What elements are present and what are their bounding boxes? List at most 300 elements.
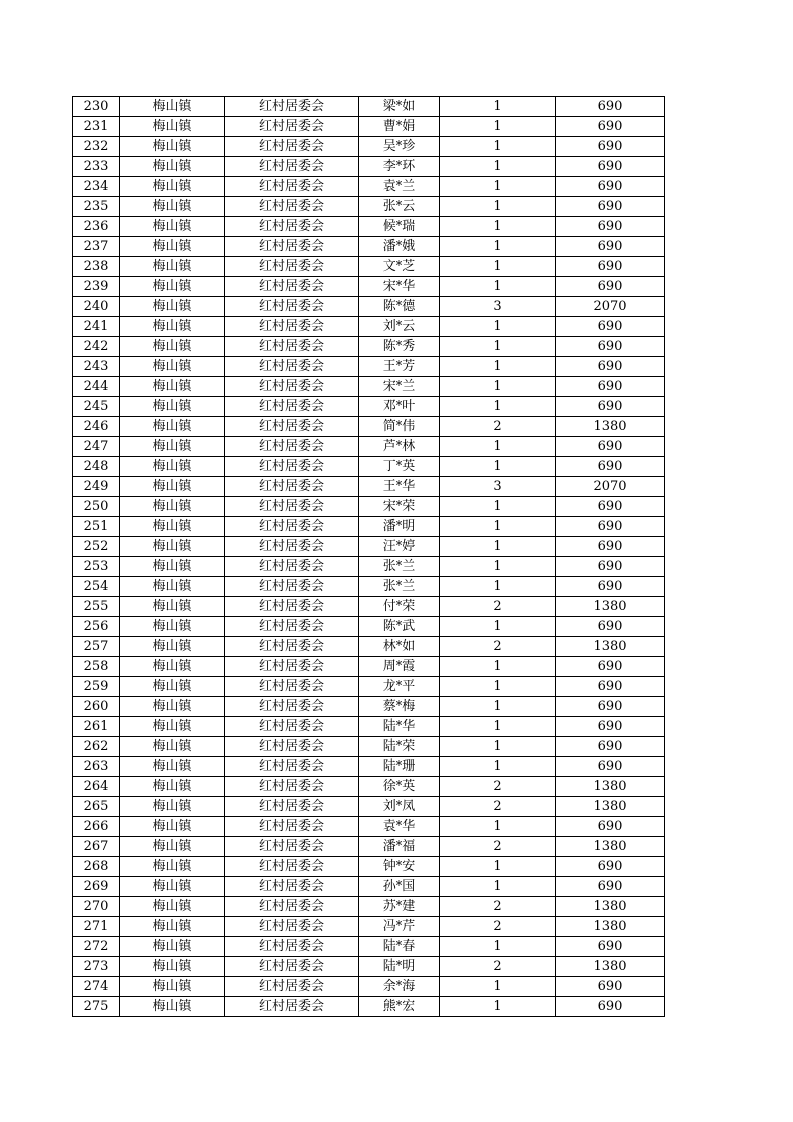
row-number-cell: 236 [73,217,120,237]
town-cell: 梅山镇 [120,177,225,197]
name-cell: 宋*荣 [359,497,440,517]
town-cell: 梅山镇 [120,797,225,817]
name-cell: 潘*明 [359,517,440,537]
community-cell: 红村居委会 [225,337,359,357]
community-cell: 红村居委会 [225,457,359,477]
amount-cell: 1380 [556,797,665,817]
community-cell: 红村居委会 [225,477,359,497]
table-row [73,837,665,857]
community-cell: 红村居委会 [225,797,359,817]
town-cell: 梅山镇 [120,417,225,437]
name-cell: 宋*兰 [359,377,440,397]
count-cell: 2 [440,917,556,937]
community-cell: 红村居委会 [225,177,359,197]
count-cell: 2 [440,957,556,977]
amount-cell: 690 [556,157,665,177]
row-number-cell: 246 [73,417,120,437]
town-cell: 梅山镇 [120,897,225,917]
table-row [73,917,665,937]
row-number-cell: 230 [73,97,120,117]
name-cell: 文*芝 [359,257,440,277]
community-cell: 红村居委会 [225,417,359,437]
count-cell: 1 [440,157,556,177]
community-cell: 红村居委会 [225,597,359,617]
count-cell: 1 [440,517,556,537]
town-cell: 梅山镇 [120,657,225,677]
town-cell: 梅山镇 [120,697,225,717]
name-cell: 刘*凤 [359,797,440,817]
town-cell: 梅山镇 [120,817,225,837]
table-row [73,757,665,777]
town-cell: 梅山镇 [120,297,225,317]
name-cell: 汪*婷 [359,537,440,557]
amount-cell: 690 [556,537,665,557]
name-cell: 潘*福 [359,837,440,857]
community-cell: 红村居委会 [225,217,359,237]
town-cell: 梅山镇 [120,757,225,777]
name-cell: 钟*安 [359,857,440,877]
count-cell: 1 [440,357,556,377]
town-cell: 梅山镇 [120,777,225,797]
count-cell: 2 [440,417,556,437]
town-cell: 梅山镇 [120,537,225,557]
table-row [73,317,665,337]
name-cell: 丁*英 [359,457,440,477]
community-cell: 红村居委会 [225,937,359,957]
count-cell: 1 [440,257,556,277]
town-cell: 梅山镇 [120,117,225,137]
amount-cell: 690 [556,137,665,157]
count-cell: 1 [440,757,556,777]
amount-cell: 690 [556,737,665,757]
table-row [73,697,665,717]
table-row [73,597,665,617]
row-number-cell: 268 [73,857,120,877]
name-cell: 孙*国 [359,877,440,897]
table-row [73,297,665,317]
name-cell: 林*如 [359,637,440,657]
table-row [73,497,665,517]
amount-cell: 690 [556,357,665,377]
town-cell: 梅山镇 [120,917,225,937]
count-cell: 2 [440,837,556,857]
amount-cell: 690 [556,117,665,137]
town-cell: 梅山镇 [120,957,225,977]
table-row [73,97,665,117]
row-number-cell: 265 [73,797,120,817]
town-cell: 梅山镇 [120,277,225,297]
community-cell: 红村居委会 [225,777,359,797]
name-cell: 潘*娥 [359,237,440,257]
town-cell: 梅山镇 [120,997,225,1017]
count-cell: 1 [440,717,556,737]
town-cell: 梅山镇 [120,737,225,757]
row-number-cell: 235 [73,197,120,217]
row-number-cell: 252 [73,537,120,557]
name-cell: 陆*春 [359,937,440,957]
community-cell: 红村居委会 [225,677,359,697]
row-number-cell: 273 [73,957,120,977]
count-cell: 1 [440,237,556,257]
row-number-cell: 263 [73,757,120,777]
table-row [73,717,665,737]
name-cell: 李*环 [359,157,440,177]
amount-cell: 690 [556,677,665,697]
count-cell: 1 [440,277,556,297]
amount-cell: 690 [556,257,665,277]
row-number-cell: 260 [73,697,120,717]
amount-cell: 690 [556,377,665,397]
amount-cell: 690 [556,177,665,197]
community-cell: 红村居委会 [225,717,359,737]
row-number-cell: 258 [73,657,120,677]
community-cell: 红村居委会 [225,437,359,457]
community-cell: 红村居委会 [225,97,359,117]
amount-cell: 1380 [556,897,665,917]
community-cell: 红村居委会 [225,737,359,757]
row-number-cell: 231 [73,117,120,137]
name-cell: 曹*娟 [359,117,440,137]
town-cell: 梅山镇 [120,877,225,897]
amount-cell: 1380 [556,837,665,857]
row-number-cell: 270 [73,897,120,917]
count-cell: 2 [440,637,556,657]
table-row [73,257,665,277]
name-cell: 张*云 [359,197,440,217]
name-cell: 陆*荣 [359,737,440,757]
row-number-cell: 256 [73,617,120,637]
community-cell: 红村居委会 [225,877,359,897]
name-cell: 邓*叶 [359,397,440,417]
town-cell: 梅山镇 [120,857,225,877]
count-cell: 1 [440,497,556,517]
name-cell: 候*瑞 [359,217,440,237]
town-cell: 梅山镇 [120,197,225,217]
amount-cell: 1380 [556,597,665,617]
count-cell: 1 [440,97,556,117]
table-row [73,897,665,917]
town-cell: 梅山镇 [120,977,225,997]
table-row [73,557,665,577]
row-number-cell: 267 [73,837,120,857]
town-cell: 梅山镇 [120,477,225,497]
amount-cell: 690 [556,997,665,1017]
name-cell: 陆*明 [359,957,440,977]
name-cell: 余*海 [359,977,440,997]
name-cell: 王*华 [359,477,440,497]
town-cell: 梅山镇 [120,597,225,617]
row-number-cell: 237 [73,237,120,257]
table-row [73,477,665,497]
row-number-cell: 250 [73,497,120,517]
community-cell: 红村居委会 [225,817,359,837]
community-cell: 红村居委会 [225,657,359,677]
community-cell: 红村居委会 [225,637,359,657]
town-cell: 梅山镇 [120,457,225,477]
table-row [73,457,665,477]
row-number-cell: 253 [73,557,120,577]
amount-cell: 690 [556,617,665,637]
table-row [73,577,665,597]
row-number-cell: 251 [73,517,120,537]
name-cell: 吴*珍 [359,137,440,157]
town-cell: 梅山镇 [120,237,225,257]
community-cell: 红村居委会 [225,957,359,977]
table-row [73,397,665,417]
name-cell: 周*霞 [359,657,440,677]
row-number-cell: 259 [73,677,120,697]
amount-cell: 690 [556,277,665,297]
name-cell: 芦*林 [359,437,440,457]
community-cell: 红村居委会 [225,837,359,857]
name-cell: 袁*兰 [359,177,440,197]
table-row [73,817,665,837]
town-cell: 梅山镇 [120,97,225,117]
town-cell: 梅山镇 [120,517,225,537]
table-row [73,237,665,257]
table-row [73,857,665,877]
row-number-cell: 234 [73,177,120,197]
row-number-cell: 261 [73,717,120,737]
row-number-cell: 247 [73,437,120,457]
table-row [73,217,665,237]
community-cell: 红村居委会 [225,917,359,937]
amount-cell: 690 [556,237,665,257]
amount-cell: 690 [556,757,665,777]
name-cell: 陈*武 [359,617,440,637]
amount-cell: 690 [556,437,665,457]
table-row [73,657,665,677]
town-cell: 梅山镇 [120,437,225,457]
table-row [73,737,665,757]
amount-cell: 690 [556,937,665,957]
community-cell: 红村居委会 [225,497,359,517]
community-cell: 红村居委会 [225,757,359,777]
table-row [73,197,665,217]
community-cell: 红村居委会 [225,317,359,337]
row-number-cell: 240 [73,297,120,317]
row-number-cell: 274 [73,977,120,997]
town-cell: 梅山镇 [120,397,225,417]
amount-cell: 1380 [556,637,665,657]
count-cell: 1 [440,997,556,1017]
town-cell: 梅山镇 [120,497,225,517]
table-row [73,957,665,977]
community-cell: 红村居委会 [225,977,359,997]
amount-cell: 1380 [556,917,665,937]
count-cell: 1 [440,737,556,757]
table-row [73,437,665,457]
row-number-cell: 241 [73,317,120,337]
community-cell: 红村居委会 [225,517,359,537]
amount-cell: 690 [556,497,665,517]
amount-cell: 690 [556,97,665,117]
amount-cell: 690 [556,317,665,337]
row-number-cell: 249 [73,477,120,497]
amount-cell: 690 [556,697,665,717]
name-cell: 张*兰 [359,577,440,597]
amount-cell: 1380 [556,417,665,437]
name-cell: 冯*芹 [359,917,440,937]
count-cell: 1 [440,697,556,717]
amount-cell: 2070 [556,477,665,497]
community-cell: 红村居委会 [225,617,359,637]
row-number-cell: 257 [73,637,120,657]
table-row [73,997,665,1017]
name-cell: 刘*云 [359,317,440,337]
row-number-cell: 239 [73,277,120,297]
count-cell: 2 [440,777,556,797]
amount-cell: 690 [556,397,665,417]
table-row [73,797,665,817]
community-cell: 红村居委会 [225,237,359,257]
community-cell: 红村居委会 [225,697,359,717]
community-cell: 红村居委会 [225,137,359,157]
count-cell: 1 [440,437,556,457]
town-cell: 梅山镇 [120,137,225,157]
amount-cell: 690 [556,517,665,537]
row-number-cell: 269 [73,877,120,897]
community-cell: 红村居委会 [225,297,359,317]
community-cell: 红村居委会 [225,157,359,177]
amount-cell: 1380 [556,957,665,977]
name-cell: 徐*英 [359,777,440,797]
table-row [73,337,665,357]
community-cell: 红村居委会 [225,897,359,917]
town-cell: 梅山镇 [120,637,225,657]
town-cell: 梅山镇 [120,217,225,237]
community-cell: 红村居委会 [225,357,359,377]
town-cell: 梅山镇 [120,337,225,357]
amount-cell: 690 [556,217,665,237]
table-row [73,677,665,697]
town-cell: 梅山镇 [120,677,225,697]
count-cell: 2 [440,797,556,817]
table-body [73,97,665,1017]
amount-cell: 690 [556,817,665,837]
count-cell: 1 [440,397,556,417]
count-cell: 1 [440,817,556,837]
row-number-cell: 242 [73,337,120,357]
count-cell: 1 [440,677,556,697]
amount-cell: 690 [556,977,665,997]
row-number-cell: 248 [73,457,120,477]
table-row [73,637,665,657]
town-cell: 梅山镇 [120,937,225,957]
row-number-cell: 233 [73,157,120,177]
town-cell: 梅山镇 [120,317,225,337]
town-cell: 梅山镇 [120,377,225,397]
amount-cell: 690 [556,877,665,897]
community-cell: 红村居委会 [225,557,359,577]
name-cell: 付*荣 [359,597,440,617]
count-cell: 3 [440,477,556,497]
community-cell: 红村居委会 [225,377,359,397]
count-cell: 1 [440,617,556,637]
name-cell: 陆*华 [359,717,440,737]
town-cell: 梅山镇 [120,157,225,177]
row-number-cell: 244 [73,377,120,397]
town-cell: 梅山镇 [120,357,225,377]
count-cell: 1 [440,977,556,997]
name-cell: 陈*秀 [359,337,440,357]
row-number-cell: 232 [73,137,120,157]
count-cell: 1 [440,197,556,217]
community-cell: 红村居委会 [225,197,359,217]
count-cell: 1 [440,317,556,337]
town-cell: 梅山镇 [120,577,225,597]
amount-cell: 1380 [556,777,665,797]
table-row [73,357,665,377]
count-cell: 3 [440,297,556,317]
community-cell: 红村居委会 [225,577,359,597]
name-cell: 熊*宏 [359,997,440,1017]
amount-cell: 690 [556,457,665,477]
town-cell: 梅山镇 [120,837,225,857]
row-number-cell: 272 [73,937,120,957]
amount-cell: 2070 [556,297,665,317]
community-cell: 红村居委会 [225,277,359,297]
count-cell: 2 [440,897,556,917]
name-cell: 陈*德 [359,297,440,317]
name-cell: 简*伟 [359,417,440,437]
name-cell: 苏*建 [359,897,440,917]
table-row [73,537,665,557]
count-cell: 2 [440,597,556,617]
table-row [73,617,665,637]
amount-cell: 690 [556,337,665,357]
row-number-cell: 275 [73,997,120,1017]
row-number-cell: 271 [73,917,120,937]
row-number-cell: 266 [73,817,120,837]
data-table [72,96,665,1017]
community-cell: 红村居委会 [225,117,359,137]
count-cell: 1 [440,857,556,877]
town-cell: 梅山镇 [120,557,225,577]
table-row [73,117,665,137]
row-number-cell: 245 [73,397,120,417]
table-row [73,977,665,997]
table-row [73,777,665,797]
count-cell: 1 [440,177,556,197]
town-cell: 梅山镇 [120,617,225,637]
table-row [73,377,665,397]
amount-cell: 690 [556,657,665,677]
table-row [73,157,665,177]
row-number-cell: 264 [73,777,120,797]
table-row [73,937,665,957]
name-cell: 陆*珊 [359,757,440,777]
table-row [73,177,665,197]
town-cell: 梅山镇 [120,257,225,277]
table-row [73,517,665,537]
name-cell: 袁*华 [359,817,440,837]
name-cell: 蔡*梅 [359,697,440,717]
name-cell: 张*兰 [359,557,440,577]
amount-cell: 690 [556,577,665,597]
name-cell: 宋*华 [359,277,440,297]
name-cell: 龙*平 [359,677,440,697]
count-cell: 1 [440,117,556,137]
amount-cell: 690 [556,197,665,217]
community-cell: 红村居委会 [225,857,359,877]
table-row [73,417,665,437]
count-cell: 1 [440,137,556,157]
count-cell: 1 [440,377,556,397]
name-cell: 梁*如 [359,97,440,117]
community-cell: 红村居委会 [225,537,359,557]
count-cell: 1 [440,937,556,957]
